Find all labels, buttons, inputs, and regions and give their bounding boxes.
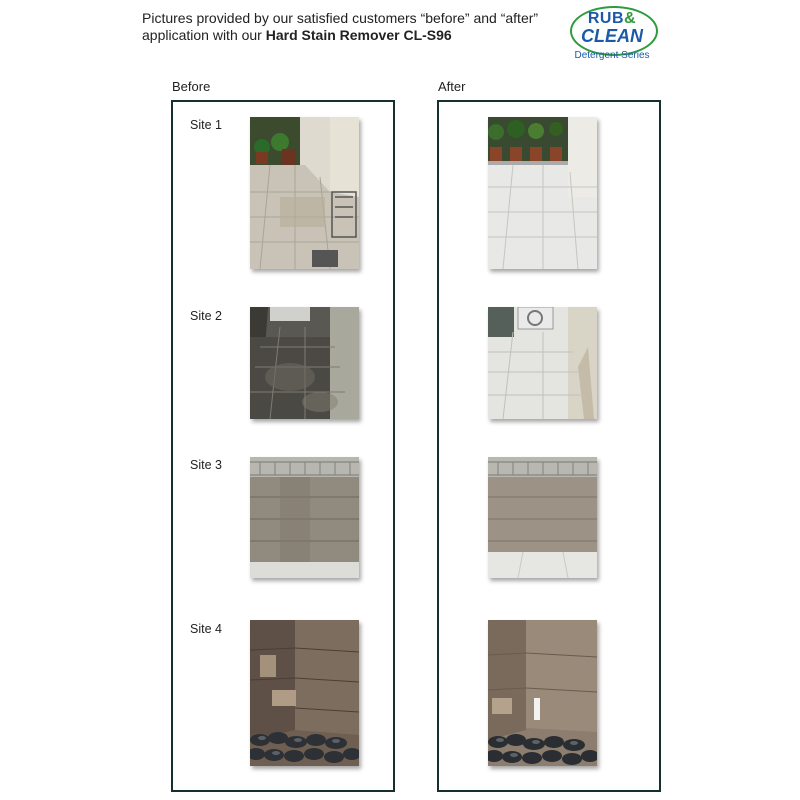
site-3-after-photo <box>488 457 597 578</box>
after-column-label: After <box>438 79 466 94</box>
site-4-after-photo <box>488 620 597 766</box>
header-line-1: Pictures provided by our satisfied customers “before” and “after” <box>142 10 539 26</box>
site-label-1: Site 1 <box>190 118 222 132</box>
header-line-2 <box>142 27 538 44</box>
site-label-3: Site 3 <box>190 458 222 472</box>
before-column-label: Before <box>172 79 211 94</box>
site-label-4: Site 4 <box>190 622 222 636</box>
site-label-2: Site 2 <box>190 309 222 323</box>
header-line-2-prefix: application with our <box>142 27 266 43</box>
logo-subtitle: Detergent Series <box>574 50 650 61</box>
product-name: Hard Stain Remover CL-S96 <box>265 27 452 43</box>
site-1-before-photo <box>250 117 359 269</box>
site-4-before-photo <box>250 620 359 766</box>
rub-and-clean-logo <box>566 6 658 64</box>
logo-main: CLEAN <box>581 26 643 46</box>
site-1-after-photo <box>488 117 597 269</box>
site-2-after-photo <box>488 307 597 419</box>
logo-top: RUB& <box>587 10 637 27</box>
site-3-before-photo <box>250 457 359 578</box>
site-2-before-photo <box>250 307 359 419</box>
header-text <box>142 10 538 44</box>
